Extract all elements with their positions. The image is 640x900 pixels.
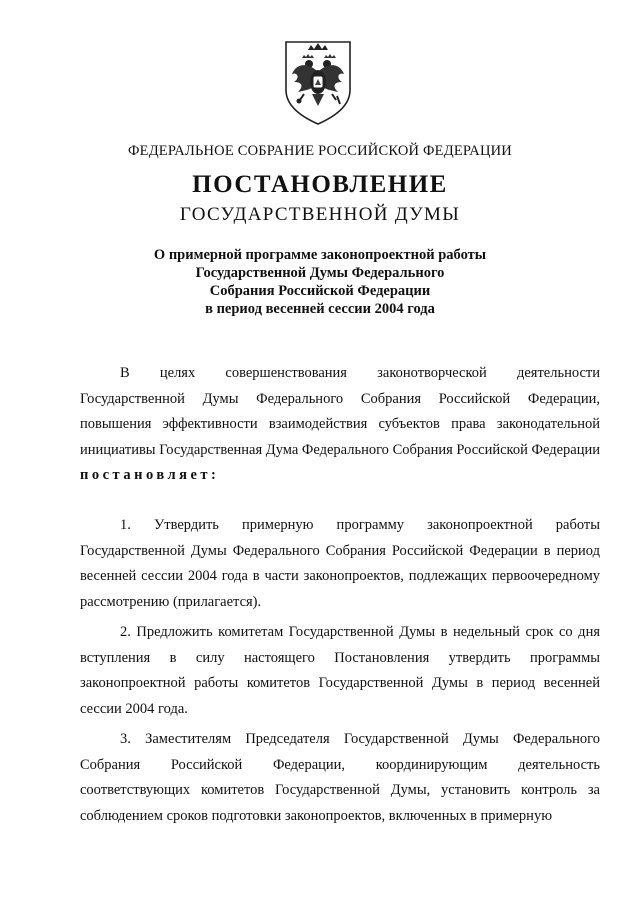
preamble-paragraph — [80, 361, 600, 489]
document-type: ПОСТАНОВЛЕНИЕ — [192, 171, 448, 198]
resolution-item: 3. Заместителям Председателя Государственной Думы Федерального Собрания Российской Федерации, координирующим деятельность соответствующих комитетов Государственной Думы, установить контроль за соблюдением сроков подготовки законопроектов, включенных в примерную — [80, 731, 600, 824]
subject-line: Собрания Российской Федерации — [209, 283, 431, 299]
subject-line: в период весенней сессии 2004 года — [205, 301, 435, 317]
decision-word: постановляет: — [80, 467, 220, 483]
subject-line: Государственной Думы Федерального — [195, 265, 445, 281]
resolution-item: 2. Предложить комитетам Государственной Думы в недельный срок со дня вступления в силу настоящего Постановления утвердить программы законопроектной работы комитетов Государственной Думы в период весенней сессии 2004 года. — [80, 624, 600, 717]
preamble-text: В целях совершенствования законотворческой деятельности Государственной Думы Федерального Собрания Российской Федерации, повышения эффективности взаимодействия субъектов права законодательной инициативы Государственная Дума Федерального Собрания Российской Федерации — [80, 365, 600, 458]
resolution-items — [80, 513, 600, 834]
preamble — [80, 361, 600, 489]
coat-of-arms-icon — [272, 38, 364, 126]
subject-line: О примерной программе законопроектной работы — [153, 247, 487, 263]
document-subject — [0, 246, 640, 318]
document-issuer: ГОСУДАРСТВЕННОЙ ДУМЫ — [179, 204, 461, 225]
organization-title: ФЕДЕРАЛЬНОЕ СОБРАНИЕ РОССИЙСКОЙ ФЕДЕРАЦИИ — [128, 143, 512, 159]
resolution-item: 1. Утвердить примерную программу законопроектной работы Государственной Думы Федерального Собрания Российской Федерации в период весенней сессии 2004 года в части законопроектов, подлежащих первоочередному рассмотрению (прилагается). — [80, 517, 600, 610]
